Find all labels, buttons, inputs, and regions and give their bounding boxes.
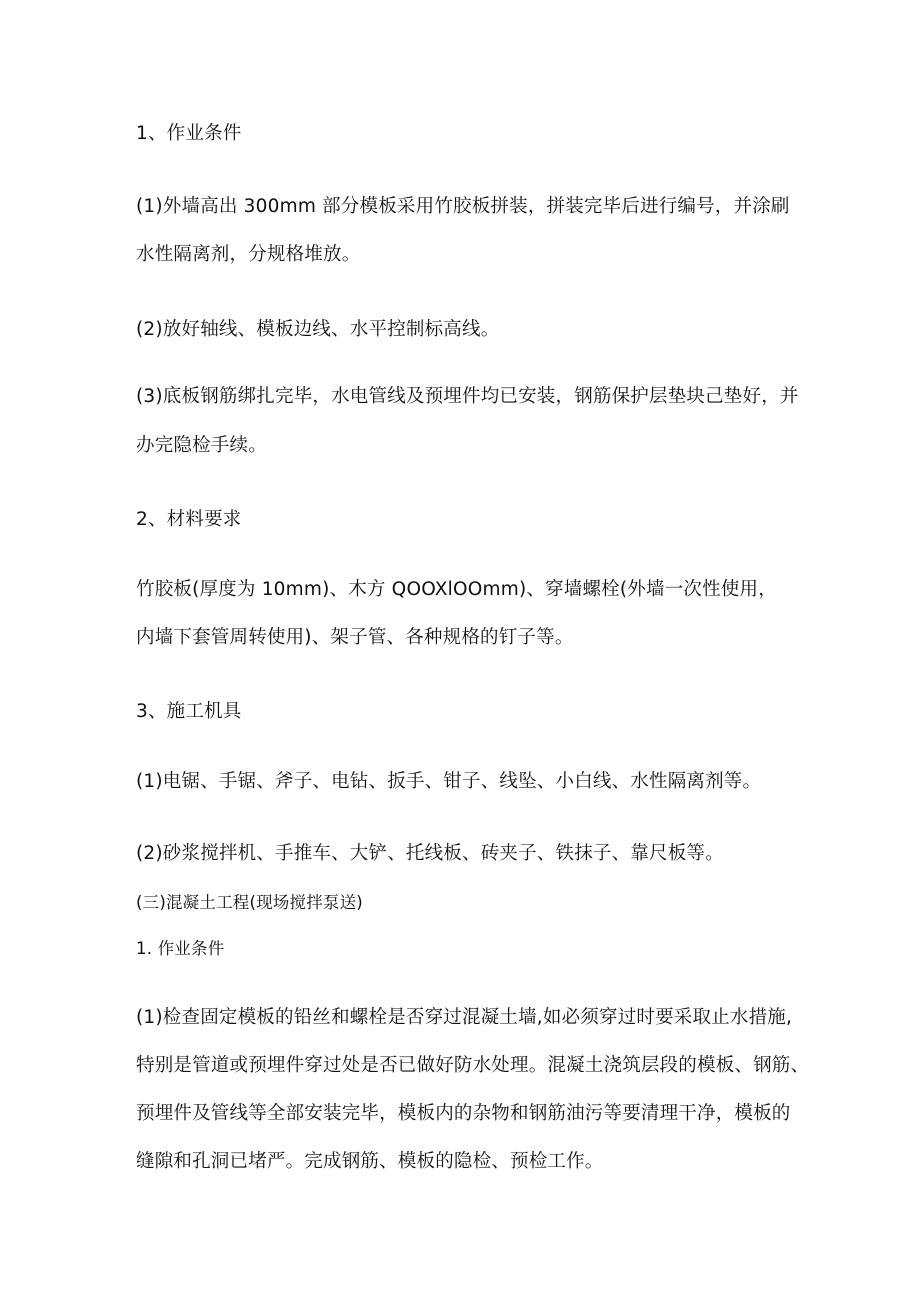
paragraph-1-line-2: 水性隔离剂，分规格堆放。	[136, 244, 361, 265]
paragraph-7-line-2: 特别是管道或预埋件穿过处是否已做好防水处理。混凝土浇筑层段的模板、钢筋、	[136, 1055, 810, 1076]
paragraph-7-line-1: (1)检查固定模板的铅丝和螺栓是否穿过混凝土墙,如必须穿过时要采取止水措施,	[136, 1007, 793, 1028]
paragraph-3-line-2: 办完隐检手续。	[136, 435, 267, 456]
paragraph-2-line-1: (2)放好轴线、模板边线、水平控制标高线。	[136, 319, 500, 340]
heading-concrete-engineering: (三)混凝土工程(现场搅拌泵送)	[136, 893, 363, 912]
heading-work-conditions: 1、作业条件	[136, 123, 242, 144]
paragraph-6-line-1: (2)砂浆搅拌机、手推车、大铲、托线板、砖夹子、铁抹子、靠尺板等。	[136, 843, 724, 864]
paragraph-3-line-1: (3)底板钢筋绑扎完毕，水电管线及预埋件均已安装，钢筋保护层垫块己垫好，并	[136, 386, 799, 407]
paragraph-4-line-1: 竹胶板(厚度为 10mm)、木方 QOOXlOOmm)、穿墙螺栓(外墙一次性使用，	[136, 579, 777, 600]
paragraph-7-line-4: 缝隙和孔洞已堵严。完成钢筋、模板的隐检、预检工作。	[136, 1151, 604, 1172]
heading-work-conditions-2: 1. 作业条件	[136, 939, 225, 958]
paragraph-5-line-1: (1)电锯、手锯、斧子、电钻、扳手、钳子、线坠、小白线、水性隔离剂等。	[136, 771, 762, 792]
heading-material-requirements: 2、材料要求	[136, 509, 242, 530]
paragraph-7-line-3: 预埋件及管线等全部安装完毕，模板内的杂物和钢筋油污等要清理干净，模板的	[136, 1103, 791, 1124]
paragraph-1-line-1: (1)外墙高出 300mm 部分模板采用竹胶板拼装，拼装完毕后进行编号，并涂刷	[136, 196, 790, 217]
heading-construction-machinery: 3、施工机具	[136, 701, 242, 722]
paragraph-4-line-2: 内墙下套管周转使用)、架子管、各种规格的钉子等。	[136, 627, 574, 648]
